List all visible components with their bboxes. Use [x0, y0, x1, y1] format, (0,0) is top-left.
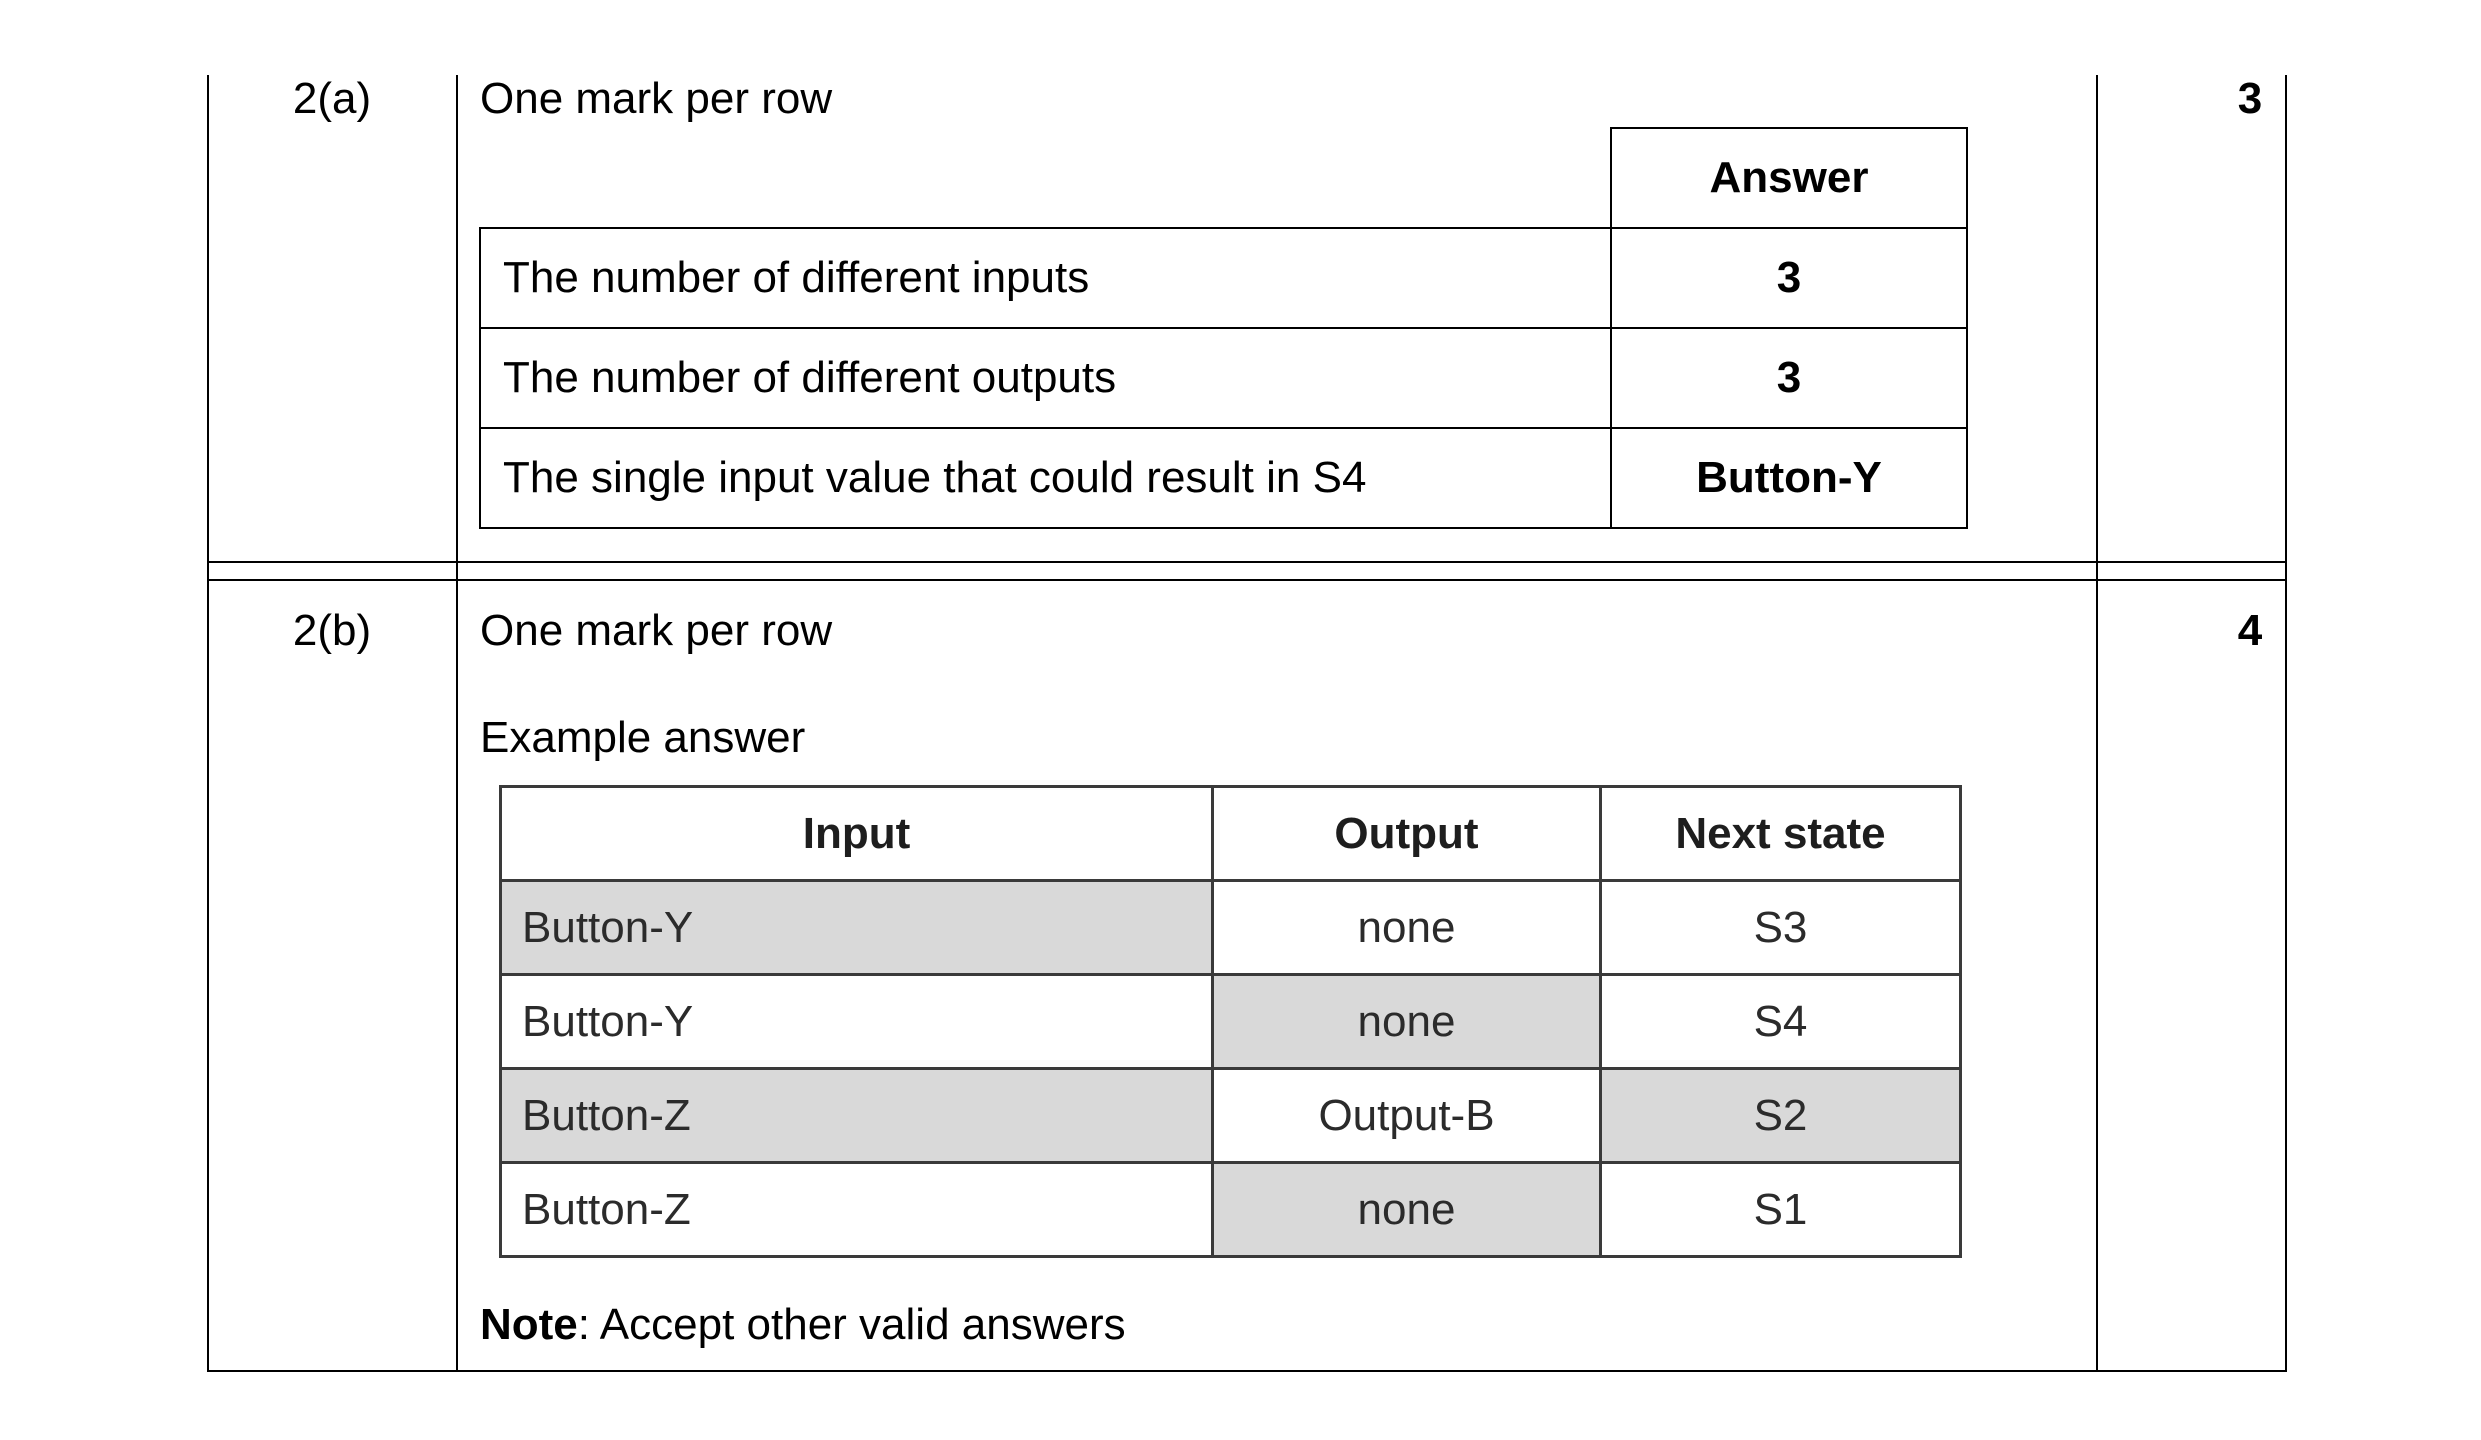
- input-header: Input: [501, 787, 1213, 881]
- answer-table-2a: [479, 127, 1968, 529]
- table-row: [480, 328, 1967, 428]
- table-row: [501, 881, 1961, 975]
- table-header-row: [480, 128, 1967, 228]
- question-cell: The number of different outputs: [480, 328, 1611, 428]
- frame-bottom-border: [207, 1370, 2287, 1372]
- row-separator-bottom: [207, 579, 2287, 581]
- output-cell: none: [1213, 881, 1601, 975]
- table-row: [501, 975, 1961, 1069]
- input-cell: Button-Z: [501, 1163, 1213, 1257]
- instruction-2a: One mark per row: [480, 74, 833, 123]
- question-cell: The number of different inputs: [480, 228, 1611, 328]
- instruction-2b: One mark per row: [480, 606, 833, 655]
- table-row: [501, 1069, 1961, 1163]
- marks-2a: 3: [2237, 74, 2263, 123]
- input-cell: Button-Y: [501, 975, 1213, 1069]
- next-state-header: Next state: [1601, 787, 1961, 881]
- row-separator-top: [207, 561, 2287, 563]
- output-cell: none: [1213, 1163, 1601, 1257]
- frame-left-border: [207, 75, 209, 1372]
- output-cell: none: [1213, 975, 1601, 1069]
- note-body: : Accept other valid answers: [577, 1300, 1126, 1349]
- answer-header: Answer: [1611, 128, 1967, 228]
- note-label: Note: [480, 1300, 578, 1349]
- frame-right-border: [2285, 75, 2287, 1372]
- question-number-2a: 2(a): [292, 74, 372, 123]
- state-transition-table: [499, 785, 1962, 1258]
- table-row: [480, 428, 1967, 528]
- table-row: [501, 1163, 1961, 1257]
- example-answer-label: Example answer: [480, 713, 806, 762]
- answer-cell: Button-Y: [1611, 428, 1967, 528]
- next-state-cell: S1: [1601, 1163, 1961, 1257]
- next-state-cell: S4: [1601, 975, 1961, 1069]
- question-number-2b: 2(b): [292, 606, 372, 655]
- answer-cell: 3: [1611, 228, 1967, 328]
- next-state-cell: S2: [1601, 1069, 1961, 1163]
- answer-cell: 3: [1611, 328, 1967, 428]
- next-state-cell: S3: [1601, 881, 1961, 975]
- marks-2b: 4: [2237, 606, 2263, 655]
- output-cell: Output-B: [1213, 1069, 1601, 1163]
- input-cell: Button-Y: [501, 881, 1213, 975]
- output-header: Output: [1213, 787, 1601, 881]
- frame-column-divider-1: [456, 75, 458, 1372]
- table-row: [480, 228, 1967, 328]
- note-text: [480, 1300, 1126, 1350]
- input-cell: Button-Z: [501, 1069, 1213, 1163]
- question-cell: The single input value that could result in S4: [480, 428, 1611, 528]
- table-header-row: [501, 787, 1961, 881]
- frame-column-divider-2: [2096, 75, 2098, 1372]
- empty-header-cell: [480, 128, 1611, 228]
